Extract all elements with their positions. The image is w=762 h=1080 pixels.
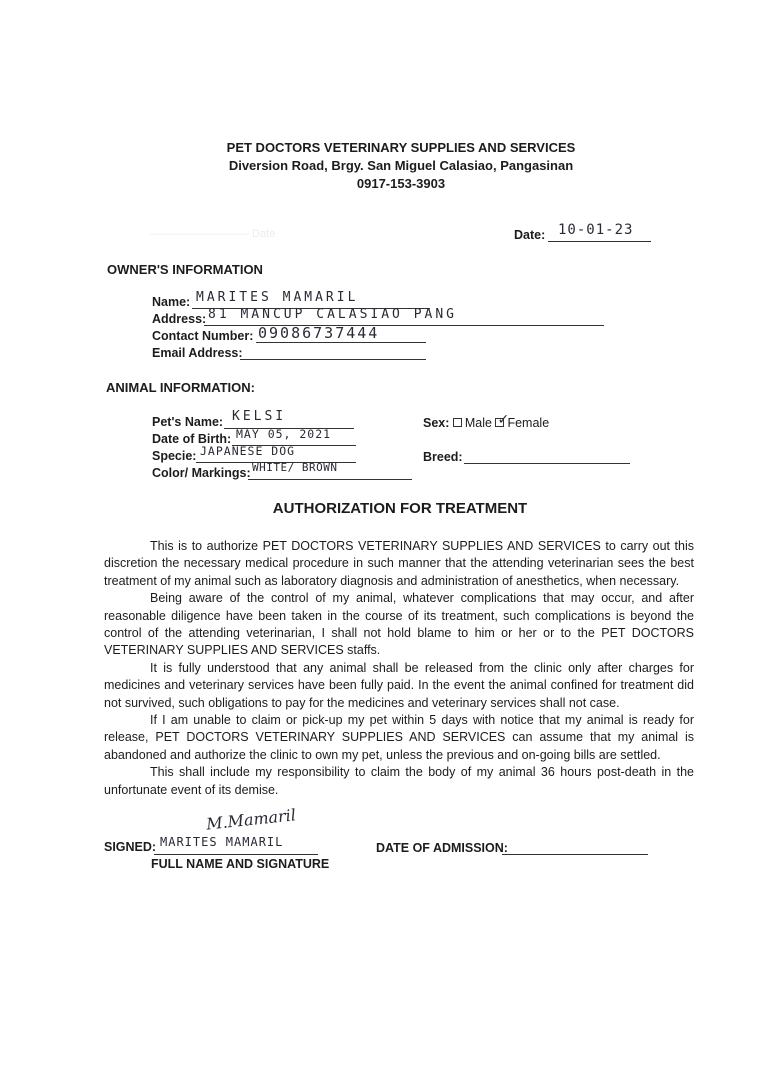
male-checkbox[interactable] xyxy=(453,418,462,427)
sex-label: Sex: xyxy=(423,416,450,430)
paragraph-authorize: This is to authorize PET DOCTORS VETERINARY SUPPLIES AND SERVICES to carry out this discretion the necessary medical procedure in such manner that the attending veterinarian sees the best treatment of my animal such as laboratory diagnosis and administration of anesthetics, when necessary. xyxy=(104,539,694,588)
authorization-body xyxy=(104,538,694,799)
paragraph-abandonment: If I am unable to claim or pick-up my pet within 5 days with notice that my animal is ready for release, PET DOCTORS VETERINARY SUPPLIES AND SERVICES can assume that my animal is abandoned and authorize the clinic to own my pet, unless the previous and on-going bills are settled. xyxy=(104,713,694,762)
company-phone: 0917-153-3903 xyxy=(356,176,446,191)
sex-group xyxy=(423,411,550,430)
company-address: Diversion Road, Brgy. San Miguel Calasiao, Pangasinan xyxy=(228,158,574,173)
owner-contact-value: 09086737444 xyxy=(258,324,380,342)
signer-printed-name: MARITES MAMARIL xyxy=(160,835,284,849)
breed-field[interactable] xyxy=(464,448,630,464)
color-value: WHITE/ BROWN xyxy=(252,461,338,474)
owner-email-field[interactable] xyxy=(240,344,426,360)
owner-heading: OWNER'S INFORMATION xyxy=(107,262,263,277)
signed-label: SIGNED: xyxy=(104,840,157,854)
specie-label: Specie: xyxy=(152,449,197,463)
company-name: PET DOCTORS VETERINARY SUPPLIES AND SERVICES xyxy=(226,140,576,155)
color-label: Color/ Markings: xyxy=(152,466,251,480)
paragraph-post-death: This shall include my responsibility to claim the body of my animal 36 hours post-death in the unfortunate event of its demise. xyxy=(104,765,694,797)
admission-date-label: DATE OF ADMISSION: xyxy=(376,841,508,855)
owner-contact-label: Contact Number: xyxy=(152,329,254,343)
signature-scribble: M.Mamaril xyxy=(205,805,297,834)
owner-address-label: Address: xyxy=(152,312,207,326)
pet-name-value: KELSI xyxy=(232,409,287,424)
owner-name-value: MARITES MAMARIL xyxy=(196,290,359,305)
date-label: Date: xyxy=(514,228,546,242)
breed-label: Breed: xyxy=(423,450,463,464)
paragraph-complications: Being aware of the control of my animal, whatever complications that may occur, and after reasonable diligence have been taken in the course of its treatment, such complications is beyond the control of the attending veterinarian, I shall not hold blame to him or her or to the PET DOCTORS VETERINARY SUPPLIES AND SERVICES staffs. xyxy=(104,591,694,658)
date-value: 10-01-23 xyxy=(558,222,634,238)
paragraph-release-charges: It is fully understood that any animal shall be released from the clinic only after charges for medicines and veterinary services have been fully paid. In the event the animal confined for treatment did not survived, such obligations to pay for the medicines and veterinary services shall not case. xyxy=(104,660,694,710)
owner-name-label: Name: xyxy=(152,295,191,309)
female-option-label: Female xyxy=(507,416,550,430)
dob-label: Date of Birth: xyxy=(152,432,232,446)
full-name-signature-label: FULL NAME AND SIGNATURE xyxy=(151,857,330,871)
bleed-through-text: ————————— Date xyxy=(150,228,276,240)
check-mark-icon: ✓ xyxy=(497,411,510,427)
owner-email-label: Email Address: xyxy=(152,346,243,360)
female-checkbox[interactable] xyxy=(495,411,510,427)
dob-value: MAY 05, 2021 xyxy=(236,427,332,441)
owner-address-value: 81 MANCUP CALASIAO PANG xyxy=(208,307,458,322)
male-option-label: Male xyxy=(464,416,492,430)
authorization-title: AUTHORIZATION FOR TREATMENT xyxy=(272,500,528,517)
pet-name-label: Pet's Name: xyxy=(152,415,224,429)
animal-heading: ANIMAL INFORMATION: xyxy=(106,380,255,395)
admission-date-field[interactable] xyxy=(502,839,648,855)
specie-value: JAPANESE DOG xyxy=(200,444,296,458)
